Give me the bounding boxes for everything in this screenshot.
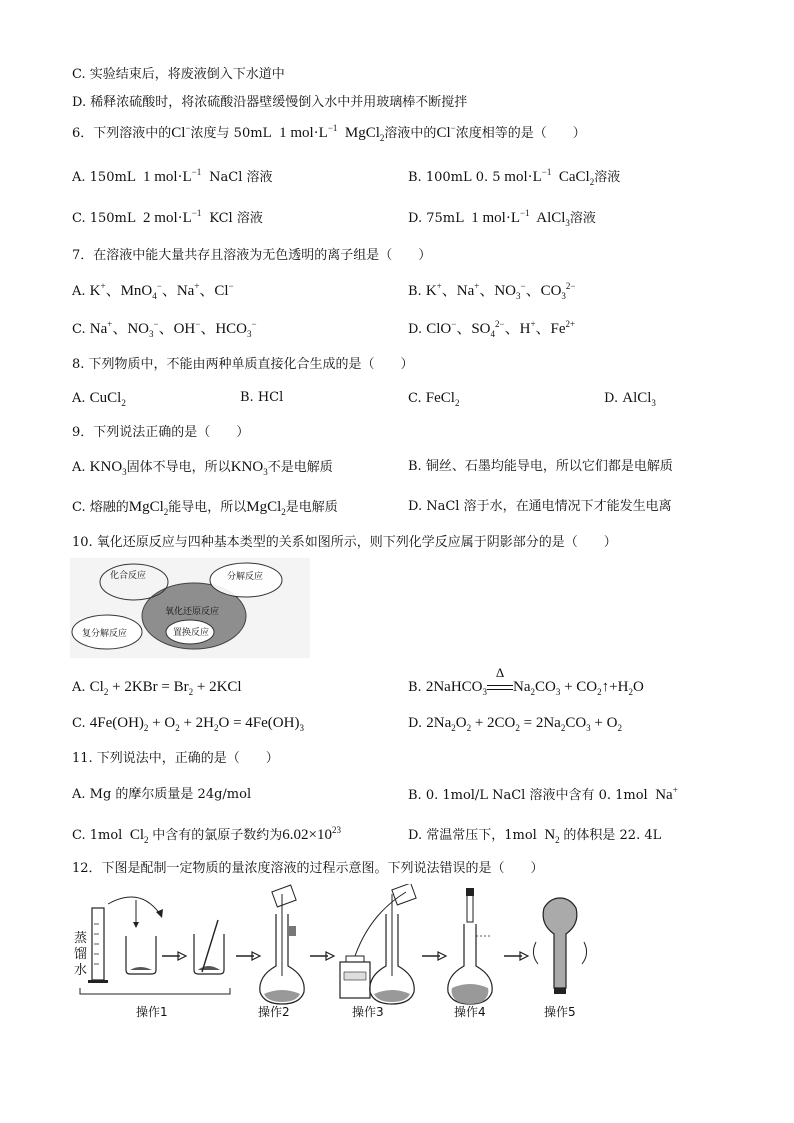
label-double-decomposition: 复分解反应 <box>82 629 128 639</box>
question-10-option-b: B. 2NaHCO$_3$ Δ $Na_2CO_3$ + $CO_2↑+H_2O$ <box>408 665 644 697</box>
question-7-option-d: D. ClO−、$SO_4^{2-}$、H+、$Fe^{2+}$ <box>408 319 576 339</box>
question-11-option-d: D. 常温常压下，1mol $N_2$ 的体积是 22. 4L <box>408 827 662 845</box>
dropper <box>467 894 473 922</box>
question-7-option-b: B. K+、Na+、$NO_3^-$、$CO_3^{2-}$ <box>408 281 576 301</box>
question-11-option-c: C. 1mol $Cl_2$ 中含有的氯原子数约为$6.02\times 10^{23}$ <box>72 825 342 845</box>
label-decomposition: 分解反应 <box>227 572 264 582</box>
pour-arrow <box>108 897 160 914</box>
question-6-option-a: A. 150mL 1 $mol\cdot L^{-1}$ NaCl 溶液 <box>72 167 273 185</box>
question-10-option-a: A. $Cl_2 + 2KBr = Br_2 + 2KCl$ <box>72 679 242 697</box>
step-5-label: 操作5 <box>544 1005 576 1019</box>
question-8-option-a: A. CuCl$_2$ <box>72 390 126 408</box>
option-c-previous: C. 实验结束后，将废液倒入下水道中 <box>72 67 285 82</box>
question-8-option-b: B. HCl <box>240 390 284 405</box>
water-label-char-1: 蒸 <box>74 931 88 946</box>
water-label-char-3: 水 <box>74 963 88 978</box>
flask-5-inverted <box>543 898 577 988</box>
solution-preparation-diagram <box>70 884 610 1024</box>
question-9-option-a: A. $KNO_3$固体不导电，所以$KNO_3$不是电解质 <box>72 459 333 477</box>
question-7-option-c: C. Na+、$NO_3^-$、OH−、$HCO_3^-$ <box>72 319 257 339</box>
question-11-stem: 11. 下列说法中，正确的是（ ） <box>72 751 279 766</box>
question-6-option-c: C. 150mL 2 $mol\cdot L^{-1}$ KCl 溶液 <box>72 208 263 226</box>
option-d-previous: D. 稀释浓硫酸时，将浓硫酸沿器壁缓慢倒入水中并用玻璃棒不断搅拌 <box>72 95 468 110</box>
question-11-option-a: A. Mg 的摩尔质量是 24g/mol <box>72 787 252 802</box>
step-1-label: 操作1 <box>136 1005 168 1019</box>
water-label <box>74 930 87 978</box>
question-10-option-c: C. $4Fe(OH)_2 + O_2 + 2H_2O = 4Fe(OH)_3$ <box>72 715 304 733</box>
question-10-option-d: D. $2Na_2O_2 + 2CO_2 = 2Na_2CO_3 + O_2$ <box>408 715 622 733</box>
water-label-char-2: 馏 <box>74 947 88 962</box>
step-4-label: 操作4 <box>454 1005 486 1019</box>
label-combination: 化合反应 <box>110 571 147 581</box>
step-2-label: 操作2 <box>258 1005 290 1019</box>
question-8-option-c: C. FeCl$_2$ <box>408 390 460 408</box>
question-6-option-b: B. 100mL 0. 5 $mol\cdot L^{-1}$ CaCl$_2$溶液 <box>408 167 621 187</box>
question-12-stem: 12．下图是配制一定物质的量浓度溶液的过程示意图。下列说法错误的是（ ） <box>72 861 544 876</box>
question-8-stem: 8. 下列物质中，不能由两种单质直接化合生成的是（ ） <box>72 357 414 372</box>
step-3-label: 操作3 <box>352 1005 384 1019</box>
label-displacement: 置换反应 <box>173 628 210 638</box>
question-7-option-a: A. K+、MnO$_4$−、Na+、Cl− <box>72 281 234 301</box>
question-11-option-b: B. 0. 1mol/L NaCl 溶液中含有 0. 1mol Na+ <box>408 785 678 803</box>
question-10-stem: 10. 氧化还原反应与四种基本类型的关系如图所示，则下列化学反应属于阴影部分的是（ ） <box>72 535 617 550</box>
question-9-option-d: D. NaCl 溶于水，在通电情况下才能发生电离 <box>408 499 672 514</box>
reaction-type-venn-diagram <box>70 558 310 658</box>
question-7-stem: 7．在溶液中能大量共存且溶液为无色透明的离子组是（ ） <box>72 248 432 263</box>
question-8-option-d: D. AlCl$_3$ <box>604 390 656 408</box>
question-6-option-d: D. 75mL 1 $mol\cdot L^{-1}$ AlCl$_3$溶液 <box>408 208 596 228</box>
question-6-stem: 6．下列溶液中的Cl−浓度与 50mL 1 $mol\cdot L^{-1}$ MgCl$_2$溶液中的Cl−浓度相等的是（ ） <box>72 123 586 143</box>
question-9-stem: 9．下列说法正确的是（ ） <box>72 425 250 440</box>
question-9-option-b: B. 铜丝、石墨均能导电，所以它们都是电解质 <box>408 459 673 474</box>
label-redox: 氧化还原反应 <box>165 607 220 617</box>
question-9-option-c: C. 熔融的MgCl$_2$能导电，所以MgCl$_2$是电解质 <box>72 499 338 517</box>
